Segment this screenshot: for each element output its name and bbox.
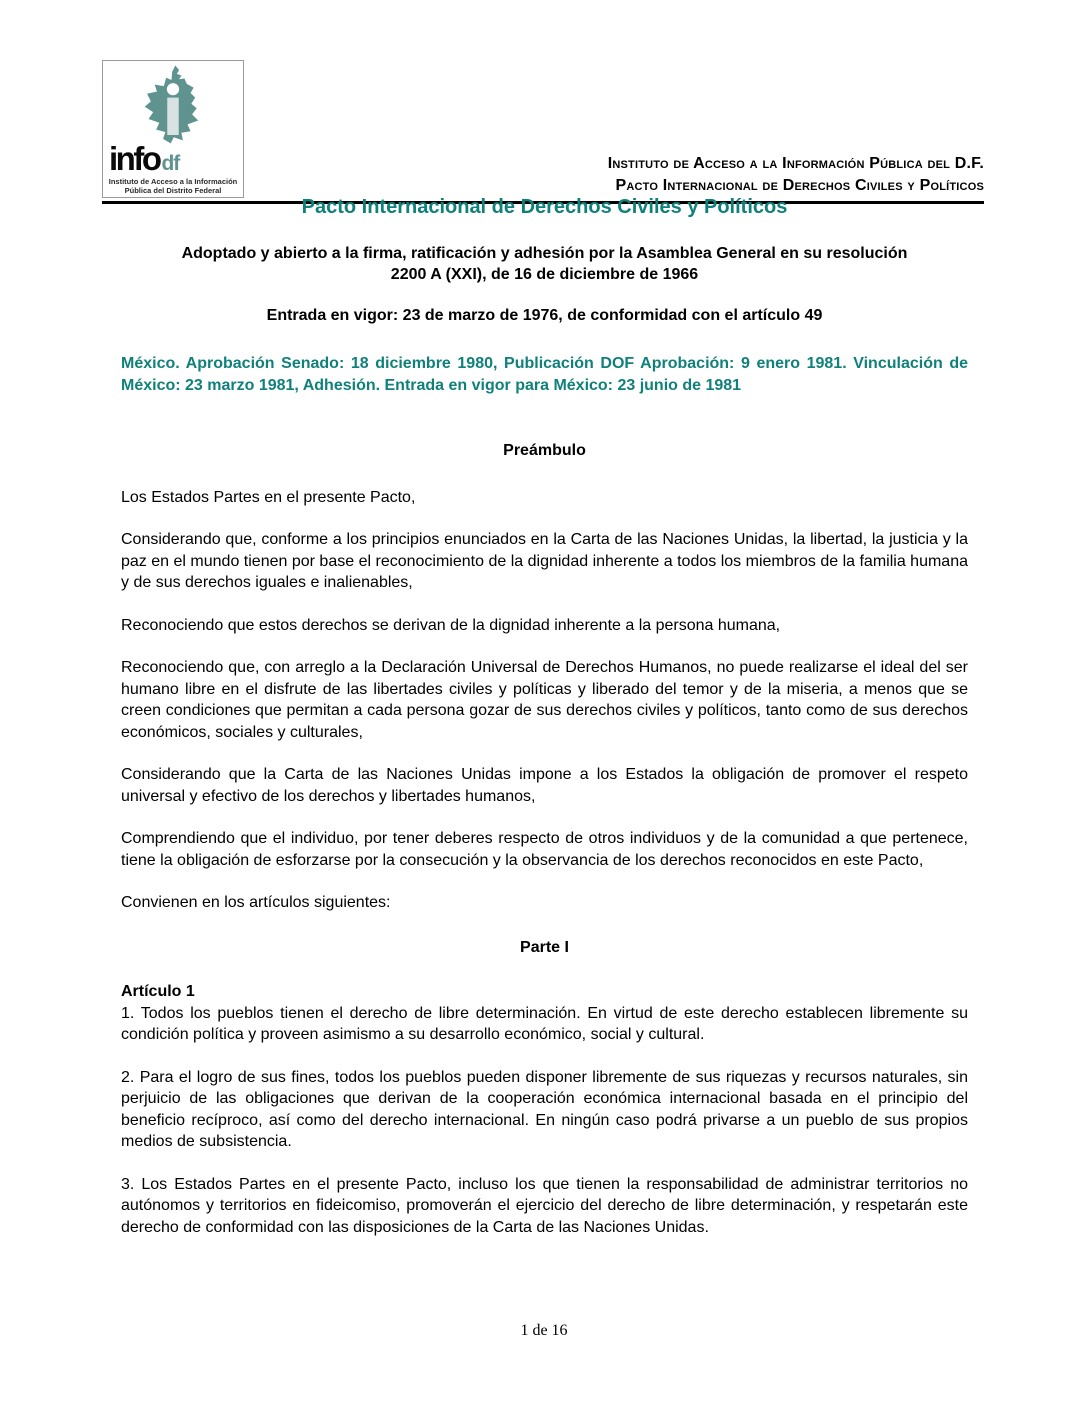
article1-paragraph: 1. Todos los pueblos tienen el derecho de libre determinación. En virtud de este derecho establecen libremente su condición política y proveen asimismo a su desarrollo económico, social y cultural.	[121, 1004, 968, 1043]
adoption-statement	[121, 243, 968, 286]
document-body	[121, 179, 968, 1259]
brand-wordmark	[105, 142, 241, 175]
article1-paragraph: 2. Para el logro de sus fines, todos los pueblos pueden disponer libremente de sus riquezas y recursos naturales, sin perjuicio de las obligaciones que derivan de la cooperación económica internacional basada en el principio del beneficio recíproco, así como del derecho internacional. En ningún caso podrá privarse a un pueblo de sus propios medios de subsistencia.	[121, 1068, 968, 1150]
preamble-paragraph: Comprendiendo que el individuo, por tener deberes respecto de otros individuos y de la comunidad a que pertenece, tiene la obligación de esforzarse por la consecución y la observancia de los derechos reconocidos en este Pacto,	[121, 830, 968, 869]
article1-paragraph: 3. Los Estados Partes en el presente Pacto, incluso los que tienen la responsabilidad de administrar territorios no autónomos y territorios en fideicomiso, promoverán el ejercicio del derecho de libre determinación, y respetarán este derecho de conformidad con las disposiciones de la Carta de las Naciones Unidas.	[121, 1175, 968, 1236]
brand-df-text: df	[161, 152, 180, 175]
preamble-paragraph: Los Estados Partes en el presente Pacto,	[121, 488, 416, 506]
logo-caption-line1: Instituto de Acceso a la Información	[108, 177, 238, 186]
preamble-paragraph: Reconociendo que estos derechos se derivan de la dignidad inherente a la persona humana,	[121, 616, 781, 634]
page-number: 1 de 16	[520, 1322, 568, 1339]
df-map-icon	[125, 64, 221, 148]
document-title: Pacto Internacional de Derechos Civiles y Políticos	[301, 196, 788, 218]
preamble-heading: Preámbulo	[503, 442, 586, 459]
adoption-line1: Adoptado y abierto a la firma, ratificación y adhesión por la Asamblea General en su resolución	[181, 244, 908, 262]
adoption-line2: 2200 A (XXI), de 16 de diciembre de 1966	[390, 266, 699, 283]
header-document-line: Pacto Internacional de Derechos Civiles y Políticos	[615, 177, 984, 194]
infodf-logo	[102, 60, 244, 198]
preamble-paragraph: Considerando que, conforme a los principios enunciados en la Carta de las Naciones Unidas, la libertad, la justicia y la paz en el mundo tienen por base el reconocimiento de la dignidad inherente a todos los miembros de la familia humana y de sus derechos iguales e inalienables,	[121, 531, 968, 591]
logo-caption-line2: Pública del Distrito Federal	[124, 186, 222, 195]
preamble-paragraph: Considerando que la Carta de las Naciones Unidas impone a los Estados la obligación de promover el respeto universal y efectivo de los derechos y libertades humanos,	[121, 766, 968, 805]
mexico-ratification-note: México. Aprobación Senado: 18 diciembre 1980, Publicación DOF Aprobación: 9 enero 1981. Vinculación de México: 23 marzo 1981, Adhesión. Entrada en vigor para México: 23 junio de 1981	[121, 355, 968, 394]
part-heading: Parte I	[520, 938, 569, 956]
entry-into-force: Entrada en vigor: 23 de marzo de 1976, de conformidad con el artículo 49	[266, 306, 823, 324]
preamble-paragraph: Reconociendo que, con arreglo a la Declaración Universal de Derechos Humanos, no puede realizarse el ideal del ser humano libre en el disfrute de las libertades civiles y políticas y liberado del temor y de la miseria, a menos que se creen condiciones que permitan a cada persona gozar de sus derechos civiles y políticos, tanto como de sus derechos económicos, sociales y culturales,	[121, 659, 968, 741]
preamble-paragraph: Convienen en los artículos siguientes:	[121, 894, 391, 911]
brand-info-text: info	[109, 140, 160, 177]
header-institute-line: Instituto de Acceso a la Información Pública del D.F.	[607, 155, 984, 172]
article1-heading: Artículo 1	[121, 983, 195, 1000]
